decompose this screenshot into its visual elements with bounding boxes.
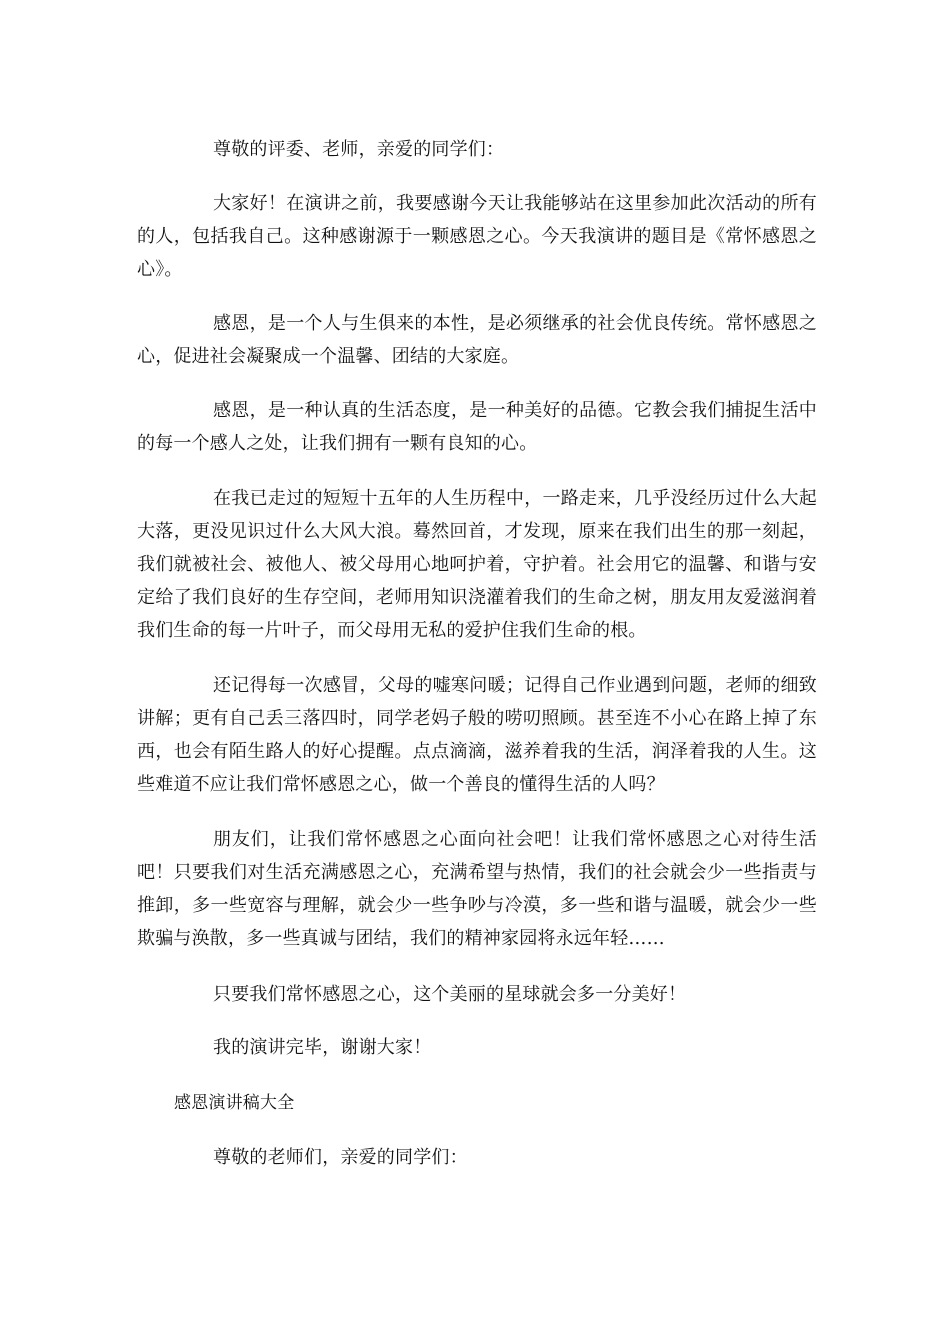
closing-paragraph: 只要我们常怀感恩之心，这个美丽的星球就会多一分美好！ [213,984,687,1005]
call-to-action-paragraph: 朋友们，让我们常怀感恩之心面向社会吧！让我们常怀感恩之心对待生活吧！只要我们对生活充满感恩之心，充满希望与热情，我们的社会就会少一些指责与推卸，多一些宽容与理解，就会少一些争吵与冷漠，多一些和谐与温暖，就会少一些欺骗与涣散，多一些真诚与团结，我们的精神家园将永远年轻…… [137,829,817,949]
thanks-paragraph: 我的演讲完毕，谢谢大家！ [213,1037,432,1058]
intro-paragraph: 大家好！在演讲之前，我要感谢今天让我能够站在这里参加此次活动的所有的人，包括我自己。这种感谢源于一颗感恩之心。今天我演讲的题目是《常怀感恩之心》。 [137,193,817,280]
gratitude-attitude-paragraph: 感恩，是一种认真的生活态度，是一种美好的品德。它教会我们捕捉生活中的每一个感人之处，让我们拥有一颗有良知的心。 [137,400,817,454]
life-experience-paragraph: 在我已走过的短短十五年的人生历程中，一路走来，几乎没经历过什么大起大落，更没见识过什么大风大浪。蓦然回首，才发现，原来在我们出生的那一刻起，我们就被社会、被他人、被父母用心地呵护着，守护着。社会用它的温馨、和谐与安定给了我们良好的生存空间，老师用知识浇灌着我们的生命之树，朋友用友爱滋润着我们生命的每一片叶子，而父母用无私的爱护住我们生命的根。 [137,488,817,641]
memories-paragraph: 还记得每一次感冒，父母的嘘寒问暖；记得自己作业遇到问题，老师的细致讲解；更有自己丢三落四时，同学老妈子般的唠叨照顾。甚至连不小心在路上掉了东西，也会有陌生路人的好心提醒。点点滴滴，滋养着我的生活，润泽着我的人生。这些难道不应让我们常怀感恩之心，做一个善良的懂得生活的人吗？ [137,675,817,795]
next-greeting-paragraph: 尊敬的老师们，亲爱的同学们： [213,1147,468,1168]
section-title: 感恩演讲稿大全 [174,1093,295,1113]
gratitude-nature-paragraph: 感恩，是一个人与生俱来的本性，是必须继承的社会优良传统。常怀感恩之心，促进社会凝聚成一个温馨、团结的大家庭。 [137,313,817,367]
greeting-paragraph: 尊敬的评委、老师，亲爱的同学们： [213,139,505,160]
